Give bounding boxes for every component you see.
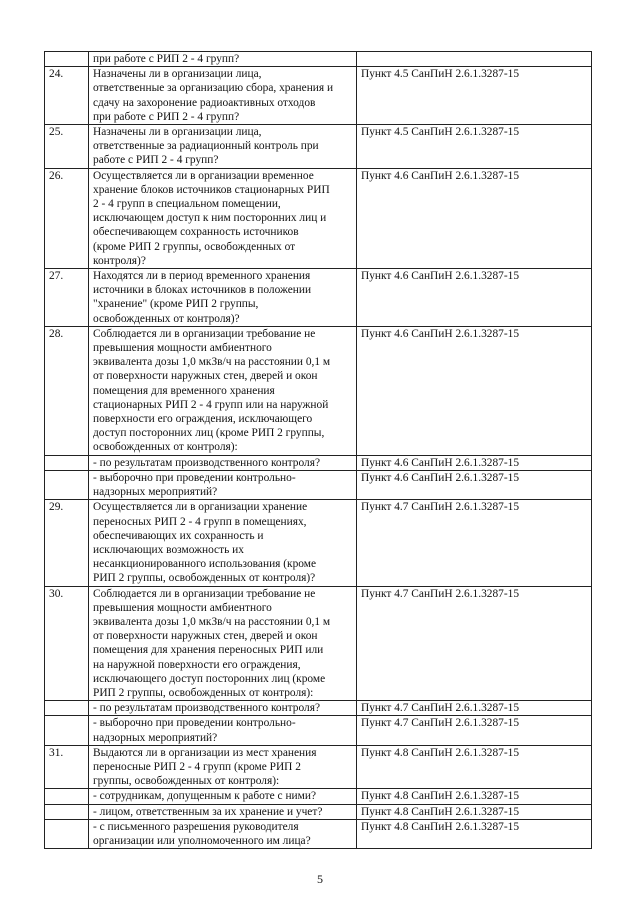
- reference-cell: Пункт 4.6 СанПиН 2.6.1.3287-15: [357, 326, 592, 455]
- question-cell: Соблюдается ли в организации требование не превышения мощности амбиентного эквивалента дозы 1,0 мкЗв/ч на расстоянии 0,1 м от поверхности наружных стен, дверей и окон помещения для временного хранения стационарных РИП 2 - 4 групп или на наружной поверхности его ограждения, исключающего доступ посторонних лиц (кроме РИП 2 группы, освобожденных от контроля):: [89, 326, 357, 455]
- reference-cell: Пункт 4.6 СанПиН 2.6.1.3287-15: [357, 455, 592, 470]
- row-number: 25.: [45, 125, 89, 169]
- question-cell: Выдаются ли в организации из мест хранения переносные РИП 2 - 4 групп (кроме РИП 2 группы, освобожденных от контроля):: [89, 745, 357, 789]
- table-row: [45, 125, 592, 169]
- question-cell: Соблюдается ли в организации требование не превышения мощности амбиентного эквивалента дозы 1,0 мкЗв/ч на расстоянии 0,1 м от поверхности наружных стен, дверей и окон помещения для хранения переносных РИП или на наружной поверхности его ограждения, исключающего доступ посторонних лиц (кроме РИП 2 группы, освобожденных от контроля):: [89, 586, 357, 701]
- question-cell: Осуществляется ли в организации хранение переносных РИП 2 - 4 групп в помещениях, обеспечивающих их сохранность и исключающих возможность их несанкционированного использования (кроме РИП 2 группы, освобожденных от контроля)?: [89, 500, 357, 586]
- reference-cell: Пункт 4.8 СанПиН 2.6.1.3287-15: [357, 745, 592, 789]
- reference-cell: Пункт 4.7 СанПиН 2.6.1.3287-15: [357, 586, 592, 701]
- reference-cell: Пункт 4.6 СанПиН 2.6.1.3287-15: [357, 168, 592, 268]
- row-number: [45, 819, 89, 848]
- table-row: [45, 745, 592, 789]
- question-cell: Назначены ли в организации лица, ответственные за организацию сбора, хранения и сдачу на захоронение радиоактивных отходов при работе с РИП 2 - 4 групп?: [89, 67, 357, 125]
- table-row: [45, 701, 592, 716]
- table-row: [45, 168, 592, 268]
- question-cell: - по результатам производственного контроля?: [89, 455, 357, 470]
- reference-cell: Пункт 4.6 СанПиН 2.6.1.3287-15: [357, 269, 592, 327]
- reference-cell: Пункт 4.7 СанПиН 2.6.1.3287-15: [357, 701, 592, 716]
- row-number: 27.: [45, 269, 89, 327]
- row-number: [45, 701, 89, 716]
- row-number: [45, 789, 89, 804]
- reference-cell: Пункт 4.8 СанПиН 2.6.1.3287-15: [357, 804, 592, 819]
- row-number: 29.: [45, 500, 89, 586]
- checklist-table: [44, 51, 592, 849]
- table-row: [45, 269, 592, 327]
- table-row: [45, 716, 592, 745]
- table-row: [45, 470, 592, 499]
- row-number: [45, 52, 89, 67]
- row-number: [45, 716, 89, 745]
- question-cell: Назначены ли в организации лица, ответственные за радиационный контроль при работе с РИП 2 - 4 групп?: [89, 125, 357, 169]
- row-number: 31.: [45, 745, 89, 789]
- table-row: [45, 67, 592, 125]
- row-number: [45, 455, 89, 470]
- reference-cell: Пункт 4.6 СанПиН 2.6.1.3287-15: [357, 470, 592, 499]
- table-row: [45, 804, 592, 819]
- question-cell: Находятся ли в период временного хранения источники в блоках источников в положении "хранение" (кроме РИП 2 группы, освобожденных от контроля)?: [89, 269, 357, 327]
- question-cell: - выборочно при проведении контрольно- надзорных мероприятий?: [89, 716, 357, 745]
- page-number: 5: [317, 872, 323, 886]
- table-row: [45, 819, 592, 848]
- question-cell: - выборочно при проведении контрольно- надзорных мероприятий?: [89, 470, 357, 499]
- reference-cell: Пункт 4.8 СанПиН 2.6.1.3287-15: [357, 789, 592, 804]
- reference-cell: Пункт 4.5 СанПиН 2.6.1.3287-15: [357, 125, 592, 169]
- row-number: [45, 470, 89, 499]
- question-cell: - по результатам производственного контроля?: [89, 701, 357, 716]
- reference-cell: Пункт 4.7 СанПиН 2.6.1.3287-15: [357, 500, 592, 586]
- reference-cell: Пункт 4.5 СанПиН 2.6.1.3287-15: [357, 67, 592, 125]
- table-row: [45, 586, 592, 701]
- table-row: [45, 789, 592, 804]
- question-cell: - лицом, ответственным за их хранение и учет?: [89, 804, 357, 819]
- row-number: 30.: [45, 586, 89, 701]
- row-number: 24.: [45, 67, 89, 125]
- question-cell: - с письменного разрешения руководителя организации или уполномоченного им лица?: [89, 819, 357, 848]
- table-row: [45, 326, 592, 455]
- question-cell: - сотрудникам, допущенным к работе с ними?: [89, 789, 357, 804]
- checklist-table-body: [45, 52, 592, 849]
- question-cell: Осуществляется ли в организации временное хранение блоков источников стационарных РИП 2 - 4 групп в специальном помещении, исключающем доступ к ним посторонних лиц и обеспечивающем сохранность источников (кроме РИП 2 группы, освобожденных от контроля)?: [89, 168, 357, 268]
- reference-cell: [357, 52, 592, 67]
- table-row: [45, 455, 592, 470]
- table-row: [45, 500, 592, 586]
- row-number: [45, 804, 89, 819]
- row-number: 26.: [45, 168, 89, 268]
- question-cell: при работе с РИП 2 - 4 групп?: [89, 52, 357, 67]
- row-number: 28.: [45, 326, 89, 455]
- reference-cell: Пункт 4.8 СанПиН 2.6.1.3287-15: [357, 819, 592, 848]
- reference-cell: Пункт 4.7 СанПиН 2.6.1.3287-15: [357, 716, 592, 745]
- table-row: [45, 52, 592, 67]
